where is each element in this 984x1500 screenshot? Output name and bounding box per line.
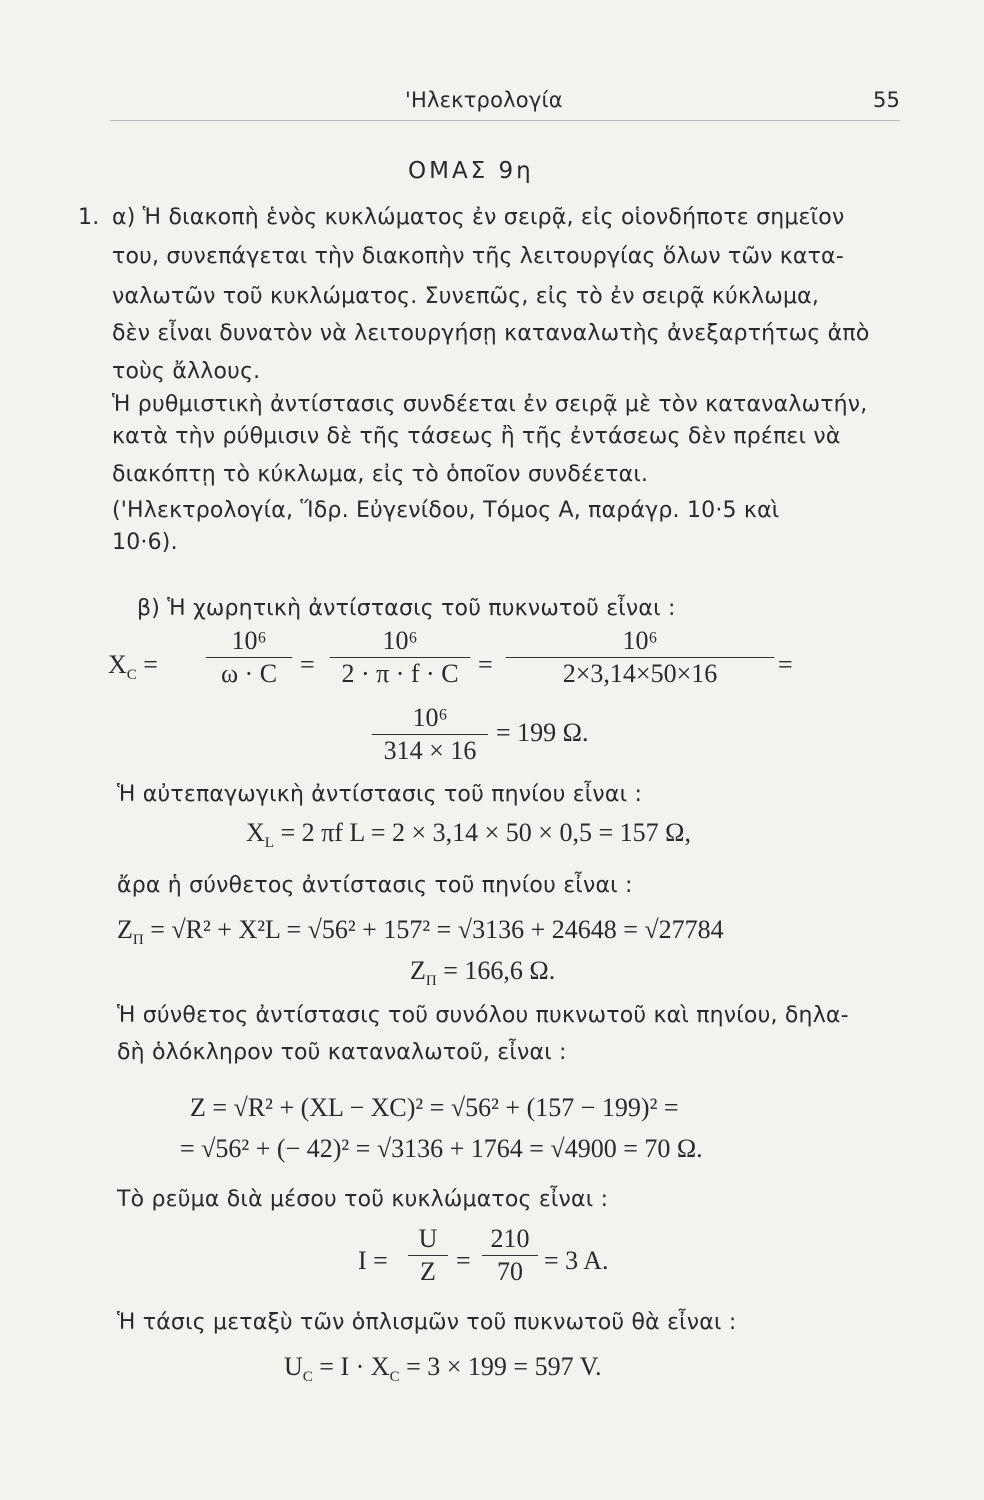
xc-f2-den: 2 · π · f · C <box>341 659 459 688</box>
xc-fraction-3 <box>506 626 774 689</box>
xc-f1-den: ω · C <box>220 659 278 688</box>
xc-f4-den: 314 × 16 <box>383 736 477 765</box>
para-a-line-2: του, συνεπάγεται τὴν διακοπὴν τῆς λειτουργίας ὅλων τῶν κατα- <box>112 244 844 269</box>
xc-fraction-4 <box>372 703 488 766</box>
para-a-line-6: Ἡ ρυθμιστικὴ ἀντίστασις συνδέεται ἐν σειρᾷ μὲ τὸν καταναλωτήν, <box>112 392 868 417</box>
xc-fraction-1 <box>206 626 292 689</box>
para-a-line-7: κατὰ τὴν ρύθμισιν δὲ τῆς τάσεως ἢ τῆς ἐντάσεως δὲν πρέπει νὰ <box>112 424 841 449</box>
item-number: 1. <box>78 205 100 230</box>
current-f1-num: U <box>418 1224 438 1253</box>
current-lhs: I = <box>358 1246 388 1275</box>
xc-lhs: $X_C$ = <box>108 650 158 684</box>
para-a-line-3: ναλωτῶν τοῦ κυκλώματος. Συνεπῶς, εἰς τὸ ἐν σειρᾷ κύκλωμα, <box>112 284 820 309</box>
current-f2-den: 70 <box>497 1257 523 1286</box>
running-header-title: 'Ηλεκτρολογία <box>405 88 563 112</box>
xc-eq-sign-2: = <box>478 650 493 679</box>
inductive-intro: Ἡ αὐτεπαγωγικὴ ἀντίστασις τοῦ πηνίου εἶναι : <box>117 782 643 807</box>
current-fraction-1 <box>408 1224 448 1287</box>
para-a-line-4: δὲν εἶναι δυνατὸν νὰ λειτουργήσῃ καταναλωτὴς ἀνεξαρτήτως ἀπὸ <box>112 321 870 346</box>
xc-f4-num: 10⁶ <box>412 703 448 732</box>
z-equation-line-2: = √56² + (− 42)² = √3136 + 1764 = √4900 = 70 Ω. <box>180 1134 703 1163</box>
z-equation-line-1: Z = √R² + (XL − XC)² = √56² + (157 − 199)² = <box>190 1093 679 1122</box>
header-divider <box>110 120 900 121</box>
current-f2-num: 210 <box>490 1224 530 1253</box>
voltage-intro: Ἡ τάσις μεταξὺ τῶν ὁπλισμῶν τοῦ πυκνωτοῦ θὰ εἶναι : <box>117 1310 737 1335</box>
zp-result: $Z_\Pi = 166,6$ Ω. <box>410 956 556 990</box>
para-a-line-8: διακόπτῃ τὸ κύκλωμα, εἰς τὸ ὁποῖον συνδέεται. <box>112 462 649 487</box>
page-number: 55 <box>873 88 901 112</box>
xc-f3-den: 2×3,14×50×16 <box>562 659 718 688</box>
para-a-line-10: 10·6). <box>112 530 178 555</box>
para-a-line-9: ('Ηλεκτρολογία, Ἵδρ. Εὐγενίδου, Τόμος Α, παράγρ. 10·5 καὶ <box>112 498 780 523</box>
total-intro-line-2: δὴ ὁλόκληρον τοῦ καταναλωτοῦ, εἶναι : <box>117 1040 567 1065</box>
current-f1-den: Z <box>420 1257 436 1286</box>
current-result: = 3 A. <box>544 1246 609 1275</box>
xc-f1-num: 10⁶ <box>231 626 267 655</box>
para-a-line-5: τοὺς ἄλλους. <box>112 359 261 384</box>
xc-fraction-2 <box>330 626 470 689</box>
para-b-intro: β) Ἡ χωρητικὴ ἀντίστασις τοῦ πυκνωτοῦ εἶναι : <box>137 596 676 621</box>
current-intro: Τὸ ρεῦμα διὰ μέσου τοῦ κυκλώματος εἶναι : <box>117 1187 609 1212</box>
total-intro-line-1: Ἡ σύνθετος ἀντίστασις τοῦ συνόλου πυκνωτοῦ καὶ πηνίου, δηλα- <box>117 1003 849 1028</box>
uc-equation: $U_C = I \cdot X_C = 3 \times 199 = 597$ V. <box>284 1352 602 1386</box>
current-fraction-2 <box>482 1224 538 1287</box>
xc-eq-sign-3: = <box>778 650 793 679</box>
xc-eq-sign-1: = <box>300 650 315 679</box>
xc-f3-num: 10⁶ <box>622 626 658 655</box>
xc-result: = 199 Ω. <box>496 718 589 747</box>
current-eq-sign: = <box>456 1246 471 1275</box>
zp-equation: $Z_\Pi = √R^2 + X^2L = √56^2 + 157^2 = √3136 + 24648 = √27784$ <box>117 915 724 949</box>
xl-equation: $X_L = 2$ πf L = 2 × 3,14 × 50 × 0,5 = 157 Ω, <box>246 818 691 852</box>
para-a-line-1: α) Ἡ διακοπὴ ἑνὸς κυκλώματος ἐν σειρᾷ, εἰς οἱονδήποτε σημεῖον <box>112 205 845 230</box>
coil-intro: ἄρα ἡ σύνθετος ἀντίστασις τοῦ πηνίου εἶναι : <box>117 873 633 898</box>
section-title: ΟΜΑΣ 9η <box>408 158 534 184</box>
xc-f2-num: 10⁶ <box>382 626 418 655</box>
